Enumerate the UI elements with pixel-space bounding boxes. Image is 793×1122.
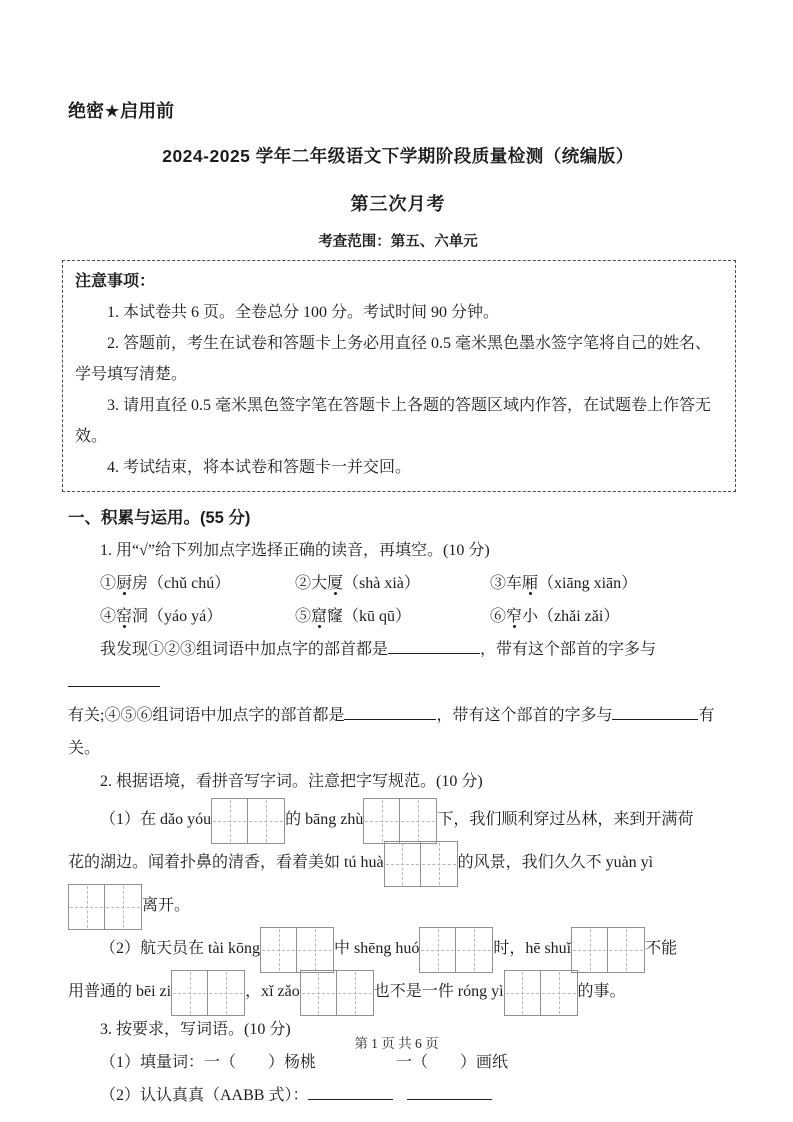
dotted-char: 窟 xyxy=(311,608,328,625)
q1-finding-line1: 我发现①②③组词语中加点字的部首都是 ，带有这个部首的字多与 xyxy=(68,633,728,699)
grid-cell xyxy=(300,970,337,1016)
grid-cell xyxy=(248,798,285,844)
q1-option-1: ①厨房（chǔ chú） xyxy=(100,575,231,592)
q1-label: 1. 用“√”给下列加点字选择正确的读音，再填空。(10 分) xyxy=(100,542,490,559)
grid-cell xyxy=(363,798,400,844)
grid-cell xyxy=(211,798,248,844)
pinyin-answer-grid[interactable] xyxy=(211,798,285,844)
grid-cell xyxy=(504,970,541,1016)
q2-part1-line2: 花的湖边。闻着扑鼻的清香，看着美如 tú huà 的风景，我们久久不 yuàn yì xyxy=(68,841,728,884)
q3-part1: （1）填量词：一（ ）杨桃 一（ ）画纸 xyxy=(100,1054,509,1071)
grid-cell xyxy=(608,927,645,973)
pinyin-answer-grid[interactable] xyxy=(363,798,437,844)
q2-part2-line2: 用普通的 bēi zi ，xǐ zǎo 也不是一件 róng yì 的事。 xyxy=(68,970,728,1013)
answer-blank[interactable] xyxy=(344,702,436,720)
q2-part2-line1: （2）航天员在 tài kōng 中 shēng huó 时，hē shuǐ 不能 xyxy=(68,927,728,970)
grid-cell xyxy=(208,970,245,1016)
grid-cell xyxy=(571,927,608,973)
q1-options-row2 xyxy=(100,600,728,633)
grid-cell xyxy=(541,970,578,1016)
q2-label: 2. 根据语境，看拼音写字词。注意把字写规范。(10 分) xyxy=(100,773,483,790)
page-content xyxy=(68,0,728,1112)
q1-finding-line2: 有关;④⑤⑥组词语中加点字的部首都是 ，带有这个部首的字多与 有关。 xyxy=(68,699,728,765)
grid-cell xyxy=(421,841,458,887)
answer-blank[interactable] xyxy=(612,702,698,720)
pinyin-answer-grid[interactable] xyxy=(171,970,245,1016)
q3-part2: （2）认认真真（AABB 式）： xyxy=(68,1079,728,1112)
pinyin-answer-grid[interactable] xyxy=(419,927,493,973)
notice-item: 4. 考试结束，将本试卷和答题卡一并交回。 xyxy=(107,459,412,476)
dotted-char: 厨 xyxy=(116,575,133,592)
grid-cell xyxy=(297,927,334,973)
q2-part1-line3: 离开。 xyxy=(68,884,728,927)
notice-box xyxy=(62,260,736,492)
grid-cell xyxy=(105,884,142,930)
grid-cell xyxy=(456,927,493,973)
exam-scope: 考查范围：第五、六单元 xyxy=(318,234,478,250)
pinyin-answer-grid[interactable] xyxy=(68,884,142,930)
grid-cell xyxy=(384,841,421,887)
grid-cell xyxy=(171,970,208,1016)
grid-cell xyxy=(419,927,456,973)
pinyin-answer-grid[interactable] xyxy=(300,970,374,1016)
grid-cell xyxy=(260,927,297,973)
dotted-char: 厦 xyxy=(327,575,344,592)
answer-blank[interactable] xyxy=(308,1082,393,1100)
notice-heading: 注意事项： xyxy=(75,273,156,290)
classification-label: 绝密★启用前 xyxy=(68,101,175,121)
notice-item: 2. 答题前，考生在试卷和答题卡上务必用直径 0.5 毫米黑色墨水签字笔将自己的姓名、学号填写清楚。 xyxy=(75,335,712,383)
dotted-char: 窄 xyxy=(506,608,523,625)
q3-label: 3. 按要求，写词语。(10 分) xyxy=(100,1021,291,1038)
q1-option-5: ⑤窟窿（kū qū） xyxy=(295,608,412,625)
q1-option-2: ②大厦（shà xià） xyxy=(295,575,420,592)
q1-option-3: ③车厢（xiāng xiān） xyxy=(490,575,638,592)
page-number: 第 1 页 共 6 页 xyxy=(354,1036,439,1051)
notice-item: 3. 请用直径 0.5 毫米黑色签字笔在答题卡上各题的答题区域内作答，在试题卷上作答无效。 xyxy=(75,397,712,445)
pinyin-answer-grid[interactable] xyxy=(504,970,578,1016)
q1-options-row1 xyxy=(100,567,728,600)
grid-cell xyxy=(400,798,437,844)
dotted-char: 厢 xyxy=(522,575,539,592)
q2-part1-line1: （1）在 dǎo yóu 的 bāng zhù 下，我们顺利穿过丛林，来到开满荷 xyxy=(68,798,728,841)
page-title: 2024-2025 学年二年级语文下学期阶段质量检测（统编版） xyxy=(162,146,634,166)
answer-blank[interactable] xyxy=(388,636,480,654)
grid-cell xyxy=(68,884,105,930)
grid-cell xyxy=(337,970,374,1016)
answer-blank[interactable] xyxy=(407,1082,492,1100)
pinyin-answer-grid[interactable] xyxy=(571,927,645,973)
q1-option-4: ④窑洞（yáo yá） xyxy=(100,608,223,625)
pinyin-answer-grid[interactable] xyxy=(260,927,334,973)
section-heading: 一、积累与运用。(55 分) xyxy=(68,509,251,527)
page-subtitle: 第三次月考 xyxy=(350,194,446,214)
notice-item: 1. 本试卷共 6 页。全卷总分 100 分。考试时间 90 分钟。 xyxy=(107,304,500,321)
answer-blank[interactable] xyxy=(68,669,160,687)
dotted-char: 窑 xyxy=(116,608,133,625)
pinyin-answer-grid[interactable] xyxy=(384,841,458,887)
q1-option-6: ⑥窄小（zhǎi zǎi） xyxy=(490,608,620,625)
